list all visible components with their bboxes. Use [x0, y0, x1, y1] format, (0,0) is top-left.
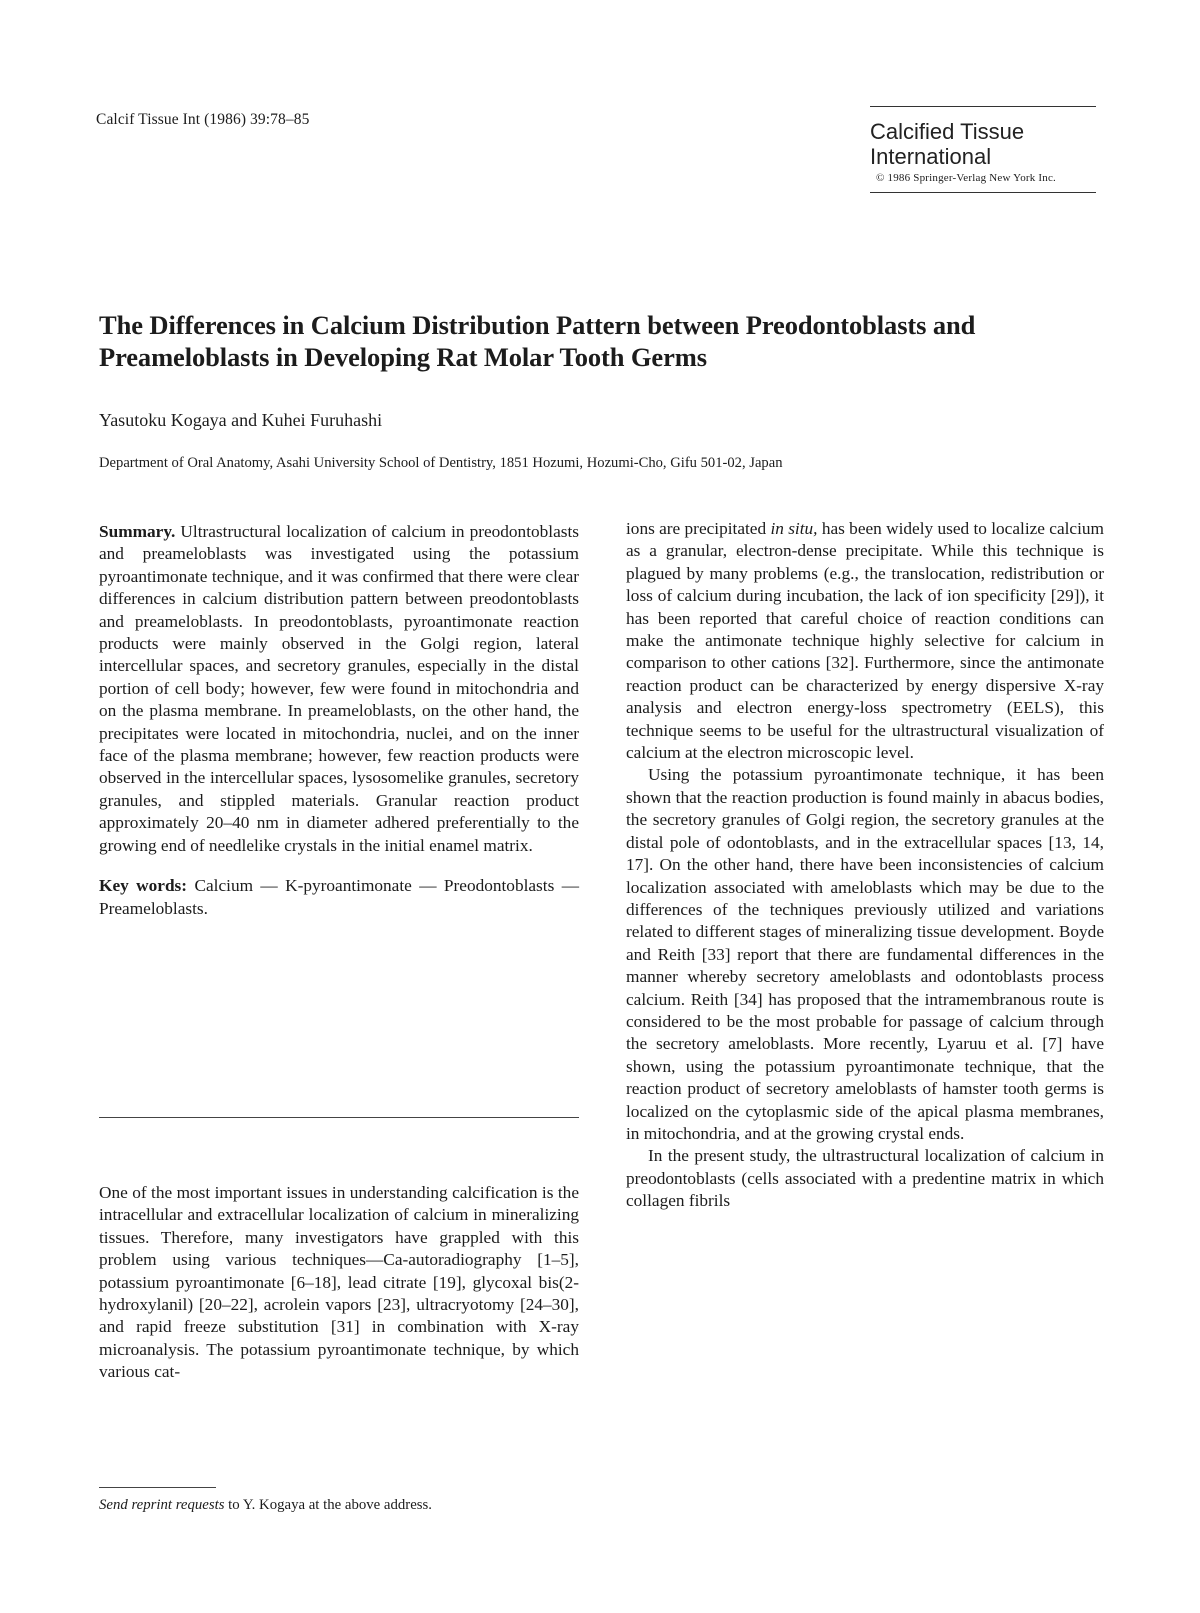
affiliation: Department of Oral Anatomy, Asahi University School of Dentistry, 1851 Hozumi, Hozumi-Cho, Gifu 501-02, Japan [99, 455, 783, 471]
intro-column [99, 1182, 579, 1384]
p1-after-italic: has been widely used to localize calcium as a granular, electron-dense precipitate. While this technique is plagued by many problems (e.g., the translocation, redistribution or loss of calcium during incubation, the lack of ion specificity [29]), it has been reported that careful choice of reaction conditions can make the antimonate technique highly selective for calcium in comparison to other cations [32]. Furthermore, since the antimonate reaction product can be characterized by energy dispersive X-ray analysis and electron energy-loss spectrometry (EELS), this technique seems to be useful for the ultrastructural visualization of calcium at the electron microscopic level. [626, 519, 1104, 763]
journal-rule-top [870, 106, 1096, 107]
title-line1: The Differences in Calcium Distribution Pattern between Preodontoblasts and [99, 310, 976, 340]
keywords-label: Key words: [99, 876, 188, 896]
right-column [626, 518, 1104, 1213]
intro-paragraph: One of the most important issues in understanding calcification is the intracellular and extracellular localization of calcium in mineralizing tissues. Therefore, many investigators have grappled with this problem using various techniques—Ca-autoradiography [1–5], potassium pyroantimonate [6–18], lead citrate [19], glycoxal bis(2-hydroxylanil) [20–22], acrolein vapors [23], ultracryotomy [24–30], and rapid freeze substitution [31] in combination with X-ray microanalysis. The potassium pyroantimonate technique, by which various cat- [99, 1183, 579, 1382]
footnote-rule [99, 1487, 216, 1488]
footnote-italic: Send reprint requests [99, 1497, 225, 1513]
p1-before-italic: ions are precipitated [626, 519, 771, 538]
journal-rule-bottom [870, 192, 1096, 193]
right-paragraph-3: In the present study, the ultrastructural localization of calcium in preodontoblasts (cells associated with a predentine matrix in which collagen fibrils [626, 1146, 1104, 1211]
keywords-paragraph [99, 875, 579, 920]
left-column [99, 521, 579, 920]
right-paragraph-2: Using the potassium pyroantimonate technique, it has been shown that the reaction production is found mainly in abacus bodies, the secretory granules of Golgi region, the secretory granules at the distal pole of odontoblasts, and in the extracellular spaces [13, 14, 17]. On the other hand, there have been inconsistencies of calcium localization associated with ameloblasts which may be due to the differences of the techniques previously utilized and variations related to different stages of mineralizing tissue development. Boyde and Reith [33] report that there are fundamental differences in the manner whereby secretory ameloblasts and odontoblasts process calcium. Reith [34] has proposed that the intramembranous route is considered to be the most probable for passage of calcium through the secretory ameloblasts. More recently, Lyaruu et al. [7] have shown, using the potassium pyroantimonate technique, that the reaction product of secretory ameloblasts of hamster tooth germs is localized on the cytoplasmic side of the apical plasma membranes, in mitochondria, and at the growing crystal ends. [626, 765, 1104, 1143]
p1-italic: in situ, [770, 519, 818, 538]
journal-name-line1: Calcified Tissue [870, 119, 1025, 144]
article-title [99, 309, 1109, 373]
journal-name-line2: International [870, 144, 992, 169]
right-paragraph-1 [626, 518, 1104, 764]
journal-block [870, 106, 1096, 193]
summary-text: Ultrastructural localization of calcium in preodontoblasts and preameloblasts was investigated using the potassium pyroantimonate technique, and it was confirmed that there were clear differences in calcium distribution pattern between preodontoblasts and preameloblasts. In preodontoblasts, pyroantimonate reaction products were mainly observed in the Golgi region, lateral intercellular spaces, and secretory granules, especially in the distal portion of cell body; however, few were found in mitochondria and on the plasma membrane. In preameloblasts, on the other hand, the precipitates were located in mitochondria, nuclei, and on the inner face of the plasma membrane; however, few reaction products were observed in the intercellular spaces, lysosomelike granules, secretory granules, and stippled materials. Granular reaction product approximately 20–40 nm in diameter adhered preferentially to the growing end of needlelike crystals in the initial enamel matrix. [99, 522, 579, 855]
citation: Calcif Tissue Int (1986) 39:78–85 [96, 111, 310, 128]
keywords-text: Calcium — K-pyroantimonate — Preodontoblasts — Preameloblasts. [99, 876, 579, 918]
summary-paragraph [99, 521, 579, 857]
copyright: © 1986 Springer-Verlag New York Inc. [876, 172, 1057, 184]
title-line2: Preameloblasts in Developing Rat Molar Tooth Germs [99, 342, 707, 372]
summary-label: Summary. [99, 522, 176, 541]
section-divider [99, 1117, 579, 1118]
authors: Yasutoku Kogaya and Kuhei Furuhashi [99, 410, 383, 430]
footnote [99, 1497, 432, 1514]
footnote-rest: to Y. Kogaya at the above address. [224, 1497, 432, 1513]
